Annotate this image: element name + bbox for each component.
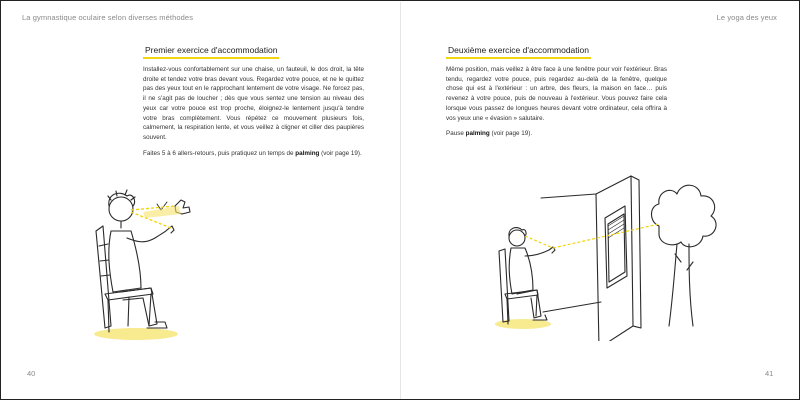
window-and-tree-illustration bbox=[481, 166, 731, 341]
right-body-text bbox=[446, 65, 667, 145]
left-paragraph-1: Installez-vous confortablement sur une chaise, un fauteuil, le dos droit, la tête droite et tendez votre bras devant vous. Regardez votre pouce, et ne le quittez pas des yeux tout en le rapprochant lentement de votre visage. Ne forcez pas, il ne s'agit pas de loucher ; dès que vous sentez une tension au niveau des yeux car votre pouce est trop proche, éloignez-le lentement jusqu'à tendre votre bras complètement. Vous répétez ce mouvement plusieurs fois, calmement, la respiration lente, et vous veillez à cligner et ciller des paupières souvent. bbox=[143, 66, 364, 141]
left-paragraph-2 bbox=[143, 149, 364, 159]
running-head-left: La gymnastique oculaire selon diverses méthodes bbox=[22, 13, 194, 22]
seated-person-thumb-illustration bbox=[81, 176, 211, 341]
left-paragraph-2-end: (voir page 19). bbox=[319, 149, 362, 157]
right-paragraph-1: Même position, mais veillez à être face à une fenêtre pour voir l'extérieur. Bras tendu, regardez votre pouce, puis regardez au-delà de la fenêtre, quelque chose qui est à l'extérieur : un arbre, des fleurs, la maison en face… puis revenez à votre pouce, puis de nouveau à l'extérieur. Vous pouvez faire cela lorsque vous passez de longues heures devant votre ordinateur, cela offrira à vos yeux une « évasion » salutaire. bbox=[446, 66, 667, 122]
page-number-left: 40 bbox=[27, 369, 36, 378]
left-body-text bbox=[143, 65, 364, 164]
book-spine bbox=[400, 2, 401, 399]
right-paragraph-2 bbox=[446, 129, 667, 139]
running-head-right: Le yoga des yeux bbox=[716, 13, 777, 22]
page-number-right: 41 bbox=[765, 369, 774, 378]
right-paragraph-2-start: Pause bbox=[446, 130, 466, 138]
right-paragraph-2-end: (voir page 19). bbox=[489, 130, 533, 138]
left-paragraph-2-start: Faites 5 à 6 allers-retours, puis pratiquez un temps de bbox=[143, 149, 296, 157]
right-palming-term: palming bbox=[465, 130, 490, 138]
left-palming-term: palming bbox=[295, 149, 320, 157]
right-section-title: Deuxième exercice d'accommodation bbox=[446, 45, 591, 59]
left-section-title: Premier exercice d'accommodation bbox=[143, 45, 279, 59]
